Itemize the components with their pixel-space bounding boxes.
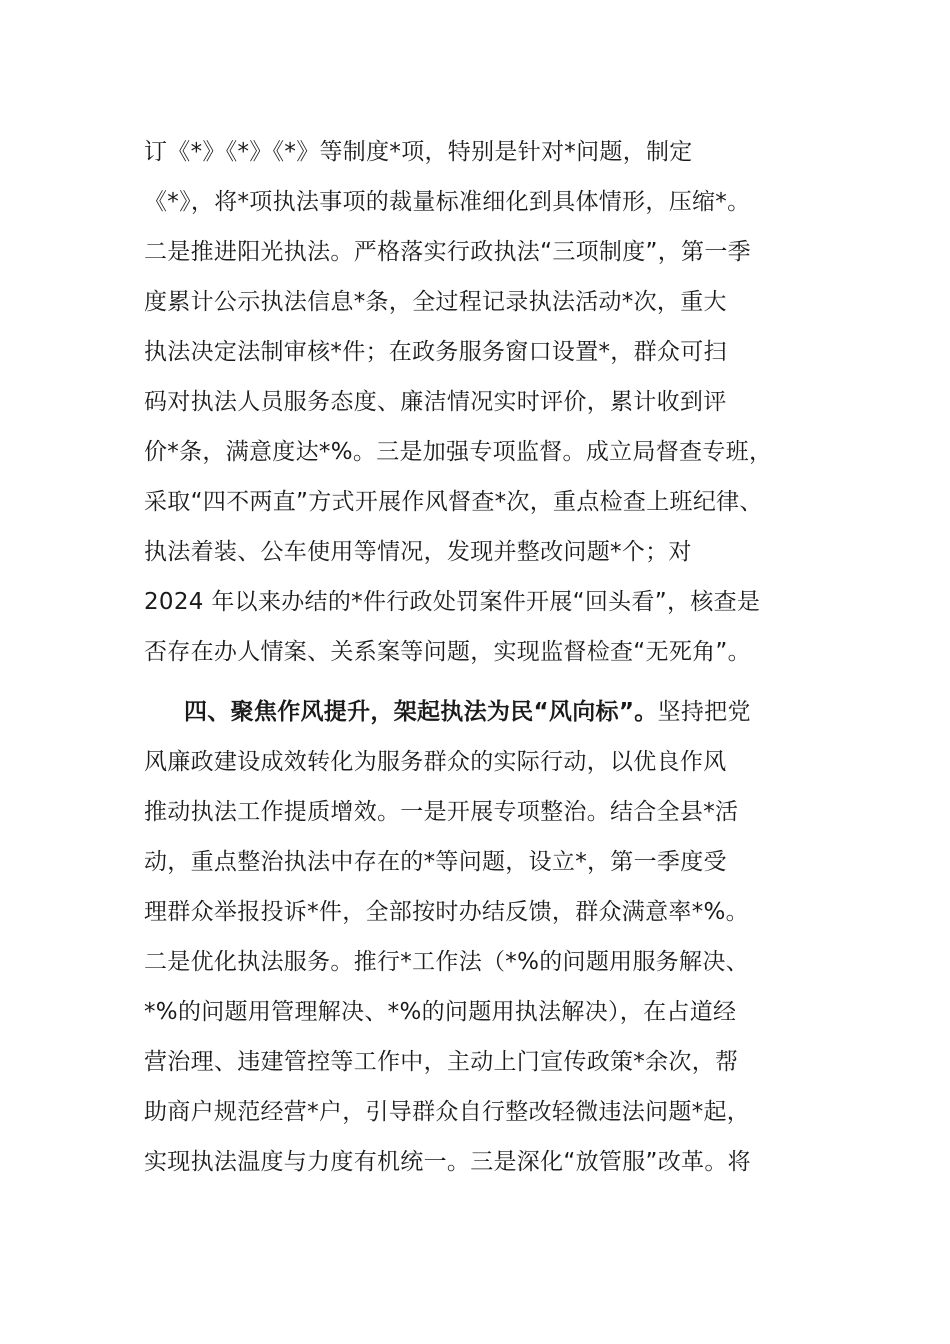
text-line: 执法决定法制审核*件；在政务服务窗口设置*，群众可扫 xyxy=(144,339,727,365)
text-line: 动，重点整治执法中存在的*等问题，设立*，第一季度受 xyxy=(144,849,727,875)
first-line xyxy=(144,687,834,737)
text-line: 风廉政建设成效转化为服务群众的实际行动，以优良作风 xyxy=(144,749,727,775)
text-line: *%的问题用管理解决、*%的问题用执法解决），在占道经 xyxy=(144,999,737,1025)
text-line: 实现执法温度与力度有机统一。三是深化“放管服”改革。将 xyxy=(144,1149,751,1175)
text-line: 推动执法工作提质增效。一是开展专项整治。结合全县*活 xyxy=(144,799,739,825)
text-line: 价*条，满意度达*%。三是加强专项监督。成立局督查专班， xyxy=(144,439,773,465)
text-line: 执法着装、公车使用等情况，发现并整改问题*个；对 xyxy=(144,539,692,565)
text-line: 理群众举报投诉*件，全部按时办结反馈，群众满意率*%。 xyxy=(144,899,749,925)
text-line: 《*》，将*项执法事项的裁量标准细化到具体情形，压缩*。 xyxy=(144,189,751,215)
text-line: 助商户规范经营*户，引导群众自行整改轻微违法问题*起， xyxy=(144,1099,751,1125)
text-line: 订《*》《*》《*》等制度*项，特别是针对*问题，制定 xyxy=(144,139,693,165)
paragraph-rule-of-law-oversight xyxy=(144,127,834,677)
text-line: 码对执法人员服务态度、廉洁情况实时评价，累计收到评 xyxy=(144,389,727,415)
section-heading: 四、聚焦作风提升，架起执法为民“风向标”。 xyxy=(184,699,658,725)
first-line-text: 坚持把党 xyxy=(657,699,751,725)
text-line: 二是推进阳光执法。严格落实行政执法“三项制度”，第一季 xyxy=(144,239,751,265)
text-line: 采取“四不两直”方式开展作风督查*次，重点检查上班纪律、 xyxy=(144,489,763,515)
text-line: 否存在办人情案、关系案等问题，实现监督检查“无死角”。 xyxy=(144,639,751,665)
text-line: 二是优化执法服务。推行*工作法（*%的问题用服务解决、 xyxy=(144,949,749,975)
text-line: 度累计公示执法信息*条，全过程记录执法活动*次，重大 xyxy=(144,289,727,315)
text-line: 2024 年以来办结的*件行政处罚案件开展“回头看”，核查是 xyxy=(144,589,761,615)
text-line: 营治理、违建管控等工作中，主动上门宣传政策*余次，帮 xyxy=(144,1049,739,1075)
paragraph-work-style-improvement xyxy=(144,687,834,1187)
